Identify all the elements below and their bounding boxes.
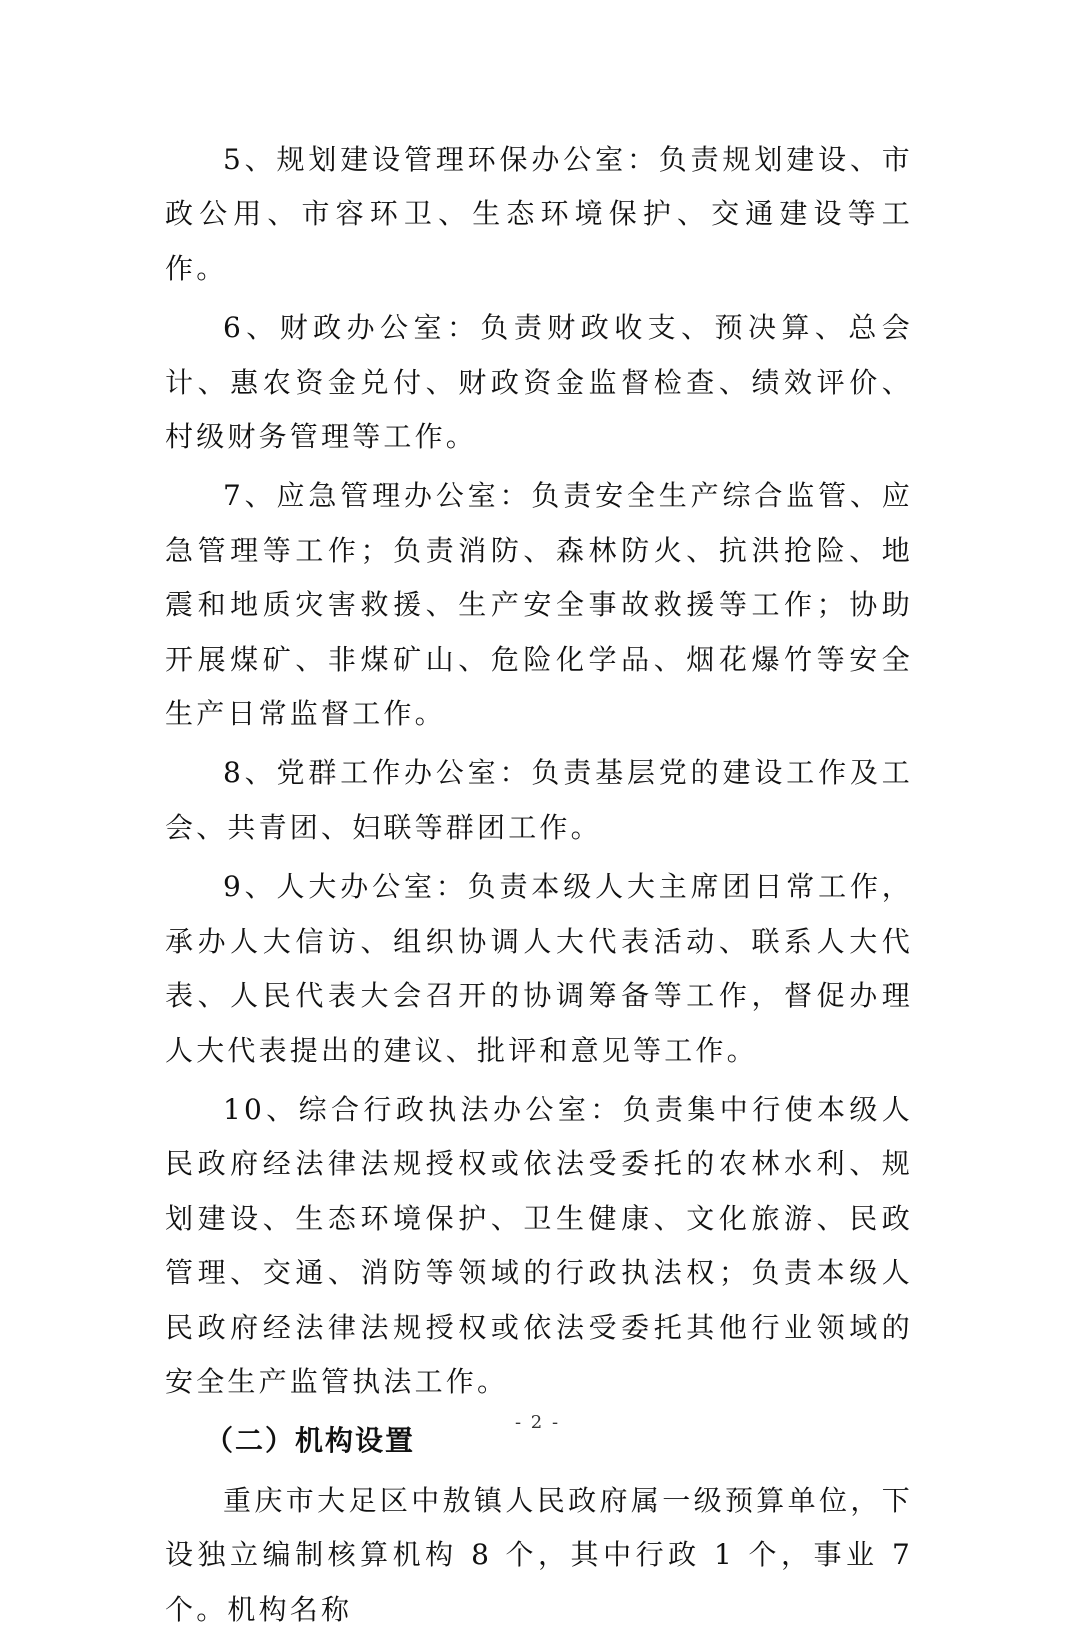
section-heading: （二）机构设置	[205, 1424, 416, 1458]
paragraph-npc-office: 9、人大办公室：负责本级人大主席团日常工作，承办人大信访、组织协调人大代表活动、联系人大代表、人民代表大会召开的协调筹备等工作，督促办理人大代表提出的建议、批评和意见等工作。	[165, 870, 913, 1067]
page-number: - 2 -	[514, 1412, 561, 1433]
paragraph-institution-setup: 重庆市大足区中敖镇人民政府属一级预算单位，下设独立编制核算机构 8 个，其中行政 1 个，事业 7 个。机构名称	[165, 1483, 913, 1626]
paragraph-emergency-office: 7、应急管理办公室：负责安全生产综合监管、应急管理等工作；负责消防、森林防火、抗洪抢险、地震和地质灾害救援、生产安全事故救援等工作；协助开展煤矿、非煤矿山、危险化学品、烟花爆竹等安全生产日常监督工作。	[165, 479, 913, 731]
paragraph-planning-office: 5、规划建设管理环保办公室：负责规划建设、市政公用、市容环卫、生态环境保护、交通建设等工作。	[165, 143, 913, 285]
paragraph-party-office: 8、党群工作办公室：负责基层党的建设工作及工会、共青团、妇联等群团工作。	[165, 756, 913, 844]
paragraph-law-enforcement-office: 10、综合行政执法办公室：负责集中行使本级人民政府经法律法规授权或依法受委托的农林水利、规划建设、生态环境保护、卫生健康、文化旅游、民政管理、交通、消防等领域的行政执法权；负责本级人民政府经法律法规授权或依法受委托其他行业领域的安全生产监管执法工作。	[165, 1092, 913, 1398]
paragraph-finance-office: 6、财政办公室：负责财政收支、预决算、总会计、惠农资金兑付、财政资金监督检查、绩效评价、村级财务管理等工作。	[165, 311, 913, 454]
